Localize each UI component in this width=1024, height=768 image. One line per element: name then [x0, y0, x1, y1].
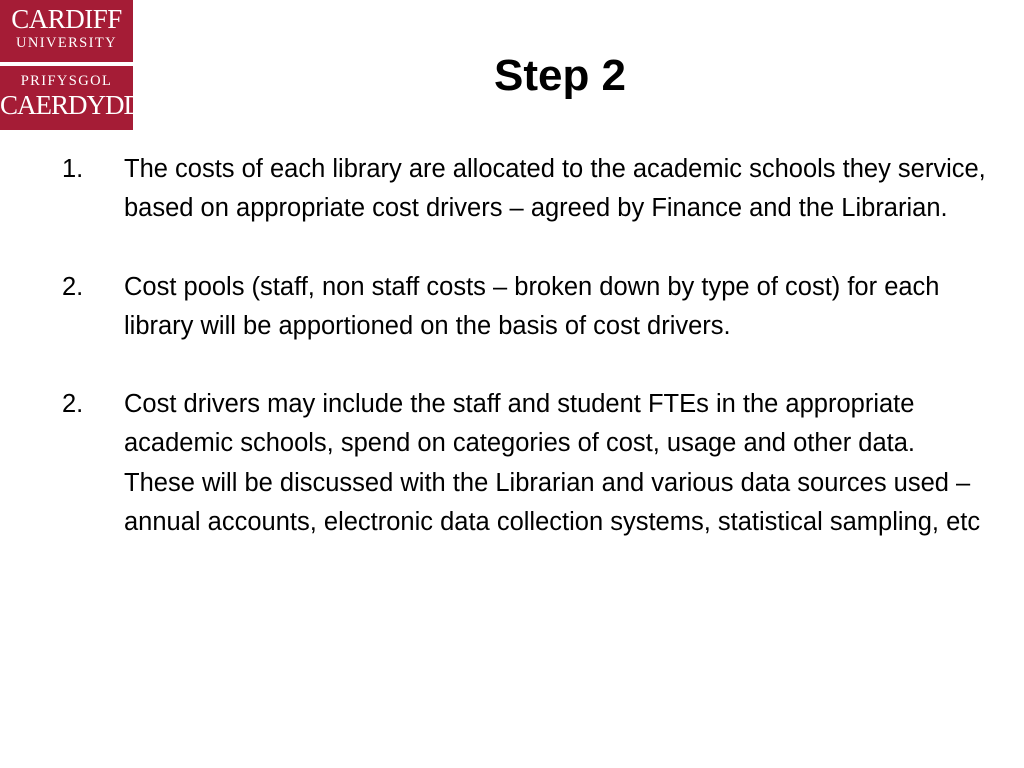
point-number: 2. [62, 272, 84, 301]
logo-welsh-block [0, 66, 143, 130]
point-text: Cost pools (staff, non staff costs – broken down by type of cost) for each library will be apportioned on the basis of cost drivers. [124, 272, 940, 340]
slide-title: Step 2 [493, 51, 627, 100]
point-item-2 [62, 268, 992, 346]
logo-university-text: UNIVERSITY [16, 35, 117, 51]
logo-english-block [0, 0, 133, 62]
point-number: 2. [62, 390, 84, 419]
point-number: 1. [62, 155, 84, 183]
point-text: Cost drivers may include the staff and student FTEs in the appropriate academic schools, spend on categories of cost, usage and other data. These will be discussed with the Librarian and various data sources used – annual accounts, electronic data collection systems, statistical sampling, etc [124, 390, 981, 536]
logo-prifysgol-text: PRIFYSGOL [20, 73, 113, 89]
logo-cardiff-text: CARDIFF [11, 4, 122, 34]
point-text: The costs of each library are allocated to the academic schools they service, based on appropriate cost drivers – agreed by Finance and the Librarian. [124, 155, 986, 223]
point-item-3 [62, 385, 992, 542]
university-logo [0, 0, 143, 130]
logo-caerdydd-text: CAERDYDD [0, 90, 143, 120]
point-item-1 [62, 150, 992, 228]
numbered-points-list [62, 150, 992, 581]
